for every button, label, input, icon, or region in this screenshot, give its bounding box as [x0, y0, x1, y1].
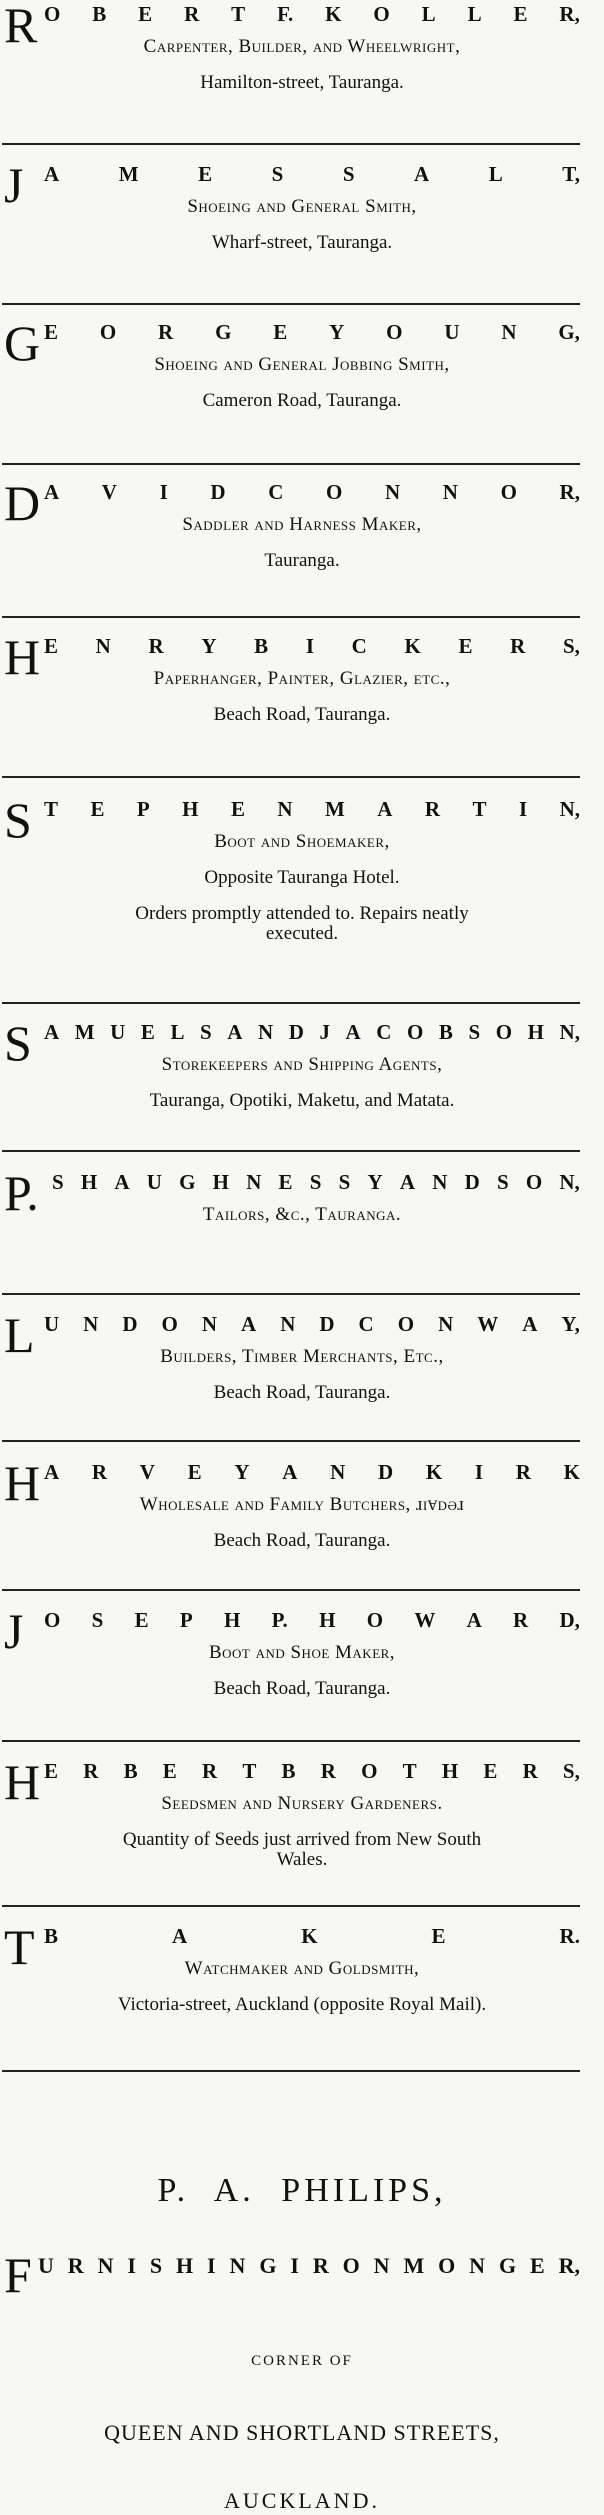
column-rule — [2, 143, 580, 145]
name-letters — [52, 1170, 580, 1194]
advertisement — [0, 1919, 604, 2074]
philips-title: P. A. PHILIPS, — [157, 2172, 447, 2209]
name-letter: L — [421, 2, 436, 26]
trade-letter: N — [469, 2253, 486, 2278]
name-letter: H — [319, 1608, 336, 1632]
name-letter: O — [366, 1608, 384, 1632]
advertisement — [0, 1015, 604, 1154]
advertisement-text-line: Beach Road, Tauranga. — [213, 1678, 391, 1699]
name-letter: S — [91, 1608, 104, 1632]
name-initial: S — [4, 792, 32, 848]
name-letter: E — [278, 1170, 293, 1194]
name-letter: S — [200, 1020, 212, 1044]
name-letter: M — [325, 797, 345, 821]
name-letter: N, — [559, 1020, 580, 1044]
advertisement-text-line: Wholesale and Family Butchers, ɹıɐdəɹ — [139, 1494, 465, 1515]
name-letter: H — [80, 1170, 98, 1194]
name-letter: E — [44, 634, 59, 658]
name-letter: D — [377, 1460, 394, 1484]
trade-letter: N — [373, 2253, 390, 2278]
trade-letter: U — [38, 2253, 54, 2278]
name-letter: A — [241, 1312, 257, 1336]
name-letter: E — [198, 162, 213, 186]
name-letter: M — [118, 162, 139, 186]
name-letter: I — [305, 634, 315, 658]
trade-letter: N — [97, 2253, 114, 2278]
name-letter: L — [170, 1020, 185, 1044]
name-letter: V — [101, 480, 117, 504]
name-letter: G — [179, 1170, 196, 1194]
name-letter: H — [224, 1608, 241, 1632]
name-letter: F. — [277, 2, 294, 26]
name-letter: D — [464, 1170, 480, 1194]
name-letter: E — [230, 797, 245, 821]
advertisement-text-line: Saddler and Harness Maker, — [182, 514, 422, 535]
name-letter: R — [158, 320, 174, 344]
advertisement-text-line: Quantity of Seeds just arrived from New South — [122, 1829, 482, 1850]
advertisement-text-line: Beach Road, Tauranga. — [213, 704, 391, 725]
trade-letter: G — [498, 2253, 517, 2278]
name-letter: D, — [559, 1608, 580, 1632]
name-letter: D — [122, 1312, 138, 1336]
name-letter: C — [268, 480, 284, 504]
name-letter: A — [114, 1170, 130, 1194]
name-initial: J — [4, 1603, 24, 1659]
name-letter: L — [467, 2, 482, 26]
name-letter: E — [431, 1924, 446, 1948]
name-letter: T — [472, 797, 487, 821]
name-letter: T, — [562, 162, 580, 186]
name-initial: L — [4, 1307, 35, 1363]
advertisement-text-line: Tauranga. — [264, 550, 340, 571]
column-rule — [2, 1905, 580, 1907]
advertisement — [0, 475, 604, 620]
name-letters — [44, 797, 580, 821]
advertisement-text-line: Hamilton-street, Tauranga. — [200, 72, 404, 93]
trade-initial: F — [4, 2247, 32, 2303]
name-letter: E — [134, 1608, 149, 1632]
advertisement — [0, 792, 604, 1006]
advertisement-text-line: Builders, Timber Merchants, Etc., — [160, 1346, 444, 1367]
name-letter: P — [136, 797, 150, 821]
name-initial: G — [4, 315, 41, 371]
name-letter: A — [44, 480, 60, 504]
column-rule — [2, 1740, 580, 1742]
name-letter: B — [281, 1759, 296, 1783]
advertisement — [0, 1455, 604, 1593]
advertisement — [0, 1603, 604, 1744]
name-letter: K — [325, 2, 342, 26]
trade-letter: O — [342, 2253, 360, 2278]
name-letter: A — [282, 1460, 298, 1484]
name-letter: R — [320, 1759, 336, 1783]
name-letter: C — [351, 634, 367, 658]
name-letter: H — [527, 1020, 544, 1044]
name-letter: S, — [563, 634, 580, 658]
name-letter: B — [438, 1020, 453, 1044]
name-letter: O — [99, 320, 117, 344]
name-letters — [44, 1608, 580, 1632]
advertisement-text-line: Orders promptly attended to. Repairs neatly — [135, 903, 469, 924]
advertisement-text-line: Paperhanger, Painter, Glazier, etc., — [153, 668, 451, 689]
name-letter: U — [44, 1312, 60, 1336]
trade-letter: H — [176, 2253, 194, 2278]
name-letter: N — [280, 1312, 296, 1336]
trade-letter: R — [312, 2253, 329, 2278]
name-letter: E — [273, 320, 288, 344]
column-rule — [2, 776, 580, 778]
name-letters — [44, 162, 580, 186]
trade-letter: E — [529, 2253, 545, 2278]
name-letter: A — [227, 1020, 243, 1044]
name-letter: N, — [559, 797, 580, 821]
name-letter: S, — [562, 1759, 580, 1783]
name-letter: C — [358, 1312, 374, 1336]
name-letter: W — [414, 1608, 436, 1632]
column-rule — [2, 1002, 580, 1004]
name-letter: V — [139, 1460, 155, 1484]
name-letter: A — [414, 162, 430, 186]
trade-letters — [38, 2254, 580, 2278]
trade-letter: G — [259, 2253, 277, 2278]
name-letter: O — [500, 480, 517, 504]
name-letter: O — [495, 1020, 513, 1044]
name-letter: E — [513, 2, 528, 26]
trade-letter: R, — [558, 2253, 580, 2278]
advertisement — [0, 1754, 604, 1909]
name-letter: N — [330, 1460, 346, 1484]
name-letter: D — [319, 1312, 335, 1336]
column-rule — [2, 1150, 580, 1152]
name-letter: G — [215, 320, 232, 344]
name-letter: A — [399, 1170, 416, 1194]
name-letter: S — [468, 1020, 481, 1044]
name-letter: B — [44, 1924, 59, 1948]
name-letters — [44, 1312, 580, 1336]
name-letter: U — [146, 1170, 162, 1194]
name-letter: O — [397, 1312, 415, 1336]
trade-letter: M — [403, 2253, 425, 2278]
advertisement-text-line: Cameron Road, Tauranga. — [202, 390, 402, 411]
name-letter: R, — [559, 2, 580, 26]
name-letter: T — [231, 2, 246, 26]
name-letter: E — [90, 797, 105, 821]
name-letter: E — [140, 1020, 155, 1044]
column-rule — [2, 1440, 580, 1442]
name-letter: R — [184, 2, 200, 26]
name-letters — [44, 1020, 580, 1044]
name-initial: D — [4, 475, 41, 531]
name-letter: P — [179, 1608, 193, 1632]
advertisement — [0, 1165, 604, 1297]
name-initial: J — [4, 157, 24, 213]
name-letter: H — [182, 797, 199, 821]
name-letter: N — [95, 634, 111, 658]
name-letter: D — [210, 480, 226, 504]
advertisement-text-line: Wharf-street, Tauranga. — [211, 232, 393, 253]
name-letter: Y — [367, 1170, 383, 1194]
name-letter: N — [246, 1170, 262, 1194]
name-letter: N — [432, 1170, 448, 1194]
name-letter: E — [44, 320, 59, 344]
advertisement — [0, 157, 604, 307]
name-letter: H — [212, 1170, 229, 1194]
trade-letter: O — [438, 2253, 456, 2278]
name-letter: L — [488, 162, 503, 186]
name-letter: D — [288, 1020, 304, 1044]
name-letter: N — [277, 797, 293, 821]
name-letter: A — [522, 1312, 538, 1336]
name-letter: E — [44, 1759, 59, 1783]
trade-letter: R — [67, 2253, 84, 2278]
name-letter: R. — [559, 1924, 580, 1948]
column-rule — [2, 463, 580, 465]
name-letter: J — [319, 1020, 330, 1044]
name-letter: N — [438, 1312, 454, 1336]
advertisement-text-line: Shoeing and General Smith, — [187, 196, 417, 217]
name-letter: B — [92, 2, 107, 26]
name-letter: I — [518, 797, 528, 821]
name-letter: O — [386, 320, 403, 344]
name-letter: E — [138, 2, 153, 26]
trade-letter: S — [149, 2253, 163, 2278]
name-letter: A — [44, 1020, 60, 1044]
advertisement-text-line: Wales. — [276, 1849, 328, 1870]
name-letter: T — [402, 1759, 417, 1783]
column-rule — [2, 616, 580, 618]
name-letters — [44, 320, 580, 344]
name-letter: E — [162, 1759, 177, 1783]
name-letter: T — [44, 797, 59, 821]
name-letter: A — [377, 797, 393, 821]
name-letter: Y, — [561, 1312, 580, 1336]
name-letter: K — [425, 1460, 443, 1484]
name-letter: R — [148, 634, 164, 658]
name-letter: A — [466, 1608, 482, 1632]
name-letter: O — [44, 1608, 61, 1632]
name-letter: R — [513, 1608, 529, 1632]
name-letter: K — [404, 634, 421, 658]
name-letter: O — [44, 2, 61, 26]
name-letter: N — [83, 1312, 99, 1336]
name-letter: O — [407, 1020, 424, 1044]
name-letter: O — [326, 480, 343, 504]
name-letter: B — [123, 1759, 138, 1783]
name-letter: Y — [329, 320, 345, 344]
name-letter: A — [172, 1924, 188, 1948]
advertisement-text-line: Beach Road, Tauranga. — [213, 1382, 391, 1403]
advertisement-text-line: Carpenter, Builder, and Wheelwright, — [143, 36, 461, 57]
advertisement-text-line: Seedsmen and Nursery Gardeners. — [161, 1793, 443, 1814]
name-letters — [44, 2, 580, 26]
name-letter: N, — [559, 1170, 580, 1194]
name-letter: S — [496, 1170, 509, 1194]
name-letter: H — [441, 1759, 459, 1783]
name-letter: S — [271, 162, 284, 186]
name-letter: W — [477, 1312, 499, 1336]
name-letter: N — [501, 320, 517, 344]
advertisement-text-line: Shoeing and General Jobbing Smith, — [154, 354, 450, 375]
name-letter: R — [424, 797, 441, 821]
name-initial: P. — [4, 1165, 39, 1221]
name-letter: S — [309, 1170, 322, 1194]
advertisement-text-line: Tauranga, Opotiki, Maketu, and Matata. — [149, 1090, 455, 1111]
name-letter: B — [254, 634, 269, 658]
name-letter: R — [515, 1460, 531, 1484]
name-letter: N — [258, 1020, 274, 1044]
name-letter: G, — [558, 320, 580, 344]
name-letter: A — [345, 1020, 361, 1044]
name-letter: T — [242, 1759, 257, 1783]
trade-letter: I — [290, 2253, 299, 2278]
column-rule — [2, 2070, 580, 2072]
advertisement-text-line: Opposite Tauranga Hotel. — [204, 867, 400, 888]
name-letters — [44, 634, 580, 658]
name-letters — [44, 480, 580, 504]
city-line: AUCKLAND. — [224, 2488, 380, 2513]
name-letter: K — [301, 1924, 318, 1948]
name-letter: P. — [271, 1608, 288, 1632]
name-letter: C — [376, 1020, 392, 1044]
name-letter: U — [444, 320, 460, 344]
advertisement-text-line: Boot and Shoe Maker, — [208, 1642, 396, 1663]
name-letter: O — [361, 1759, 378, 1783]
column-rule — [2, 1293, 580, 1295]
advertisement-text-line: Boot and Shoemaker, — [214, 831, 390, 852]
trade-letter: I — [207, 2253, 216, 2278]
name-initial: H — [4, 1754, 41, 1810]
name-letter: Y — [234, 1460, 250, 1484]
philips-trade — [4, 2247, 580, 2310]
name-initial: T — [4, 1919, 35, 1975]
advertisement — [0, 629, 604, 780]
name-initial: H — [4, 629, 41, 685]
name-letters — [44, 1924, 580, 1948]
streets-line: QUEEN AND SHORTLAND STREETS, — [104, 2420, 500, 2445]
name-letter: O — [525, 1170, 543, 1194]
advertisement — [0, 315, 604, 467]
corner-of-label: CORNER OF — [251, 2353, 353, 2369]
name-letter: E — [483, 1759, 498, 1783]
advertisement-text-line: Watchmaker and Goldsmith, — [184, 1958, 420, 1979]
name-letter: O — [161, 1312, 178, 1336]
name-letter: E — [458, 634, 473, 658]
name-letter: R, — [559, 480, 580, 504]
name-letter: M — [74, 1020, 95, 1044]
name-letter: R — [510, 634, 526, 658]
trade-letter: I — [127, 2253, 136, 2278]
name-letter: O — [373, 2, 390, 26]
name-letter: R — [522, 1759, 538, 1783]
column-rule — [2, 303, 580, 305]
name-initial: R — [4, 0, 38, 53]
name-letter: R — [83, 1759, 99, 1783]
name-letter: R — [91, 1460, 108, 1484]
name-letter: U — [110, 1020, 126, 1044]
advertisement — [0, 0, 604, 147]
name-letter: Y — [201, 634, 217, 658]
advertisement-text-line: Tailors, &c., Tauranga. — [202, 1204, 402, 1225]
name-letter: S — [338, 1170, 351, 1194]
name-letter: E — [187, 1460, 202, 1484]
advertisement-text-line: Victoria-street, Auckland (opposite Royal Mail). — [117, 1994, 487, 2015]
name-letter: S — [52, 1170, 64, 1194]
advertisement-text-line: executed. — [265, 923, 339, 944]
name-initial: S — [4, 1015, 32, 1071]
name-letters — [44, 1460, 580, 1484]
name-letter: N — [384, 480, 401, 504]
advertisement-text-line: Beach Road, Tauranga. — [213, 1530, 391, 1551]
name-letters — [44, 1759, 580, 1783]
trade-letter: N — [229, 2253, 246, 2278]
name-letter: N — [201, 1312, 218, 1336]
name-letter: K — [563, 1460, 580, 1484]
name-letter: N — [442, 480, 458, 504]
advertisement-text-line: Storekeepers and Shipping Agents, — [161, 1054, 443, 1075]
name-letter: I — [474, 1460, 484, 1484]
name-letter: I — [159, 480, 168, 504]
advertisement — [0, 1307, 604, 1444]
name-initial: H — [4, 1455, 41, 1511]
name-letter: S — [342, 162, 355, 186]
name-letter: R — [201, 1759, 218, 1783]
name-letter: A — [44, 162, 60, 186]
name-letter: A — [44, 1460, 60, 1484]
column-rule — [2, 1589, 580, 1591]
